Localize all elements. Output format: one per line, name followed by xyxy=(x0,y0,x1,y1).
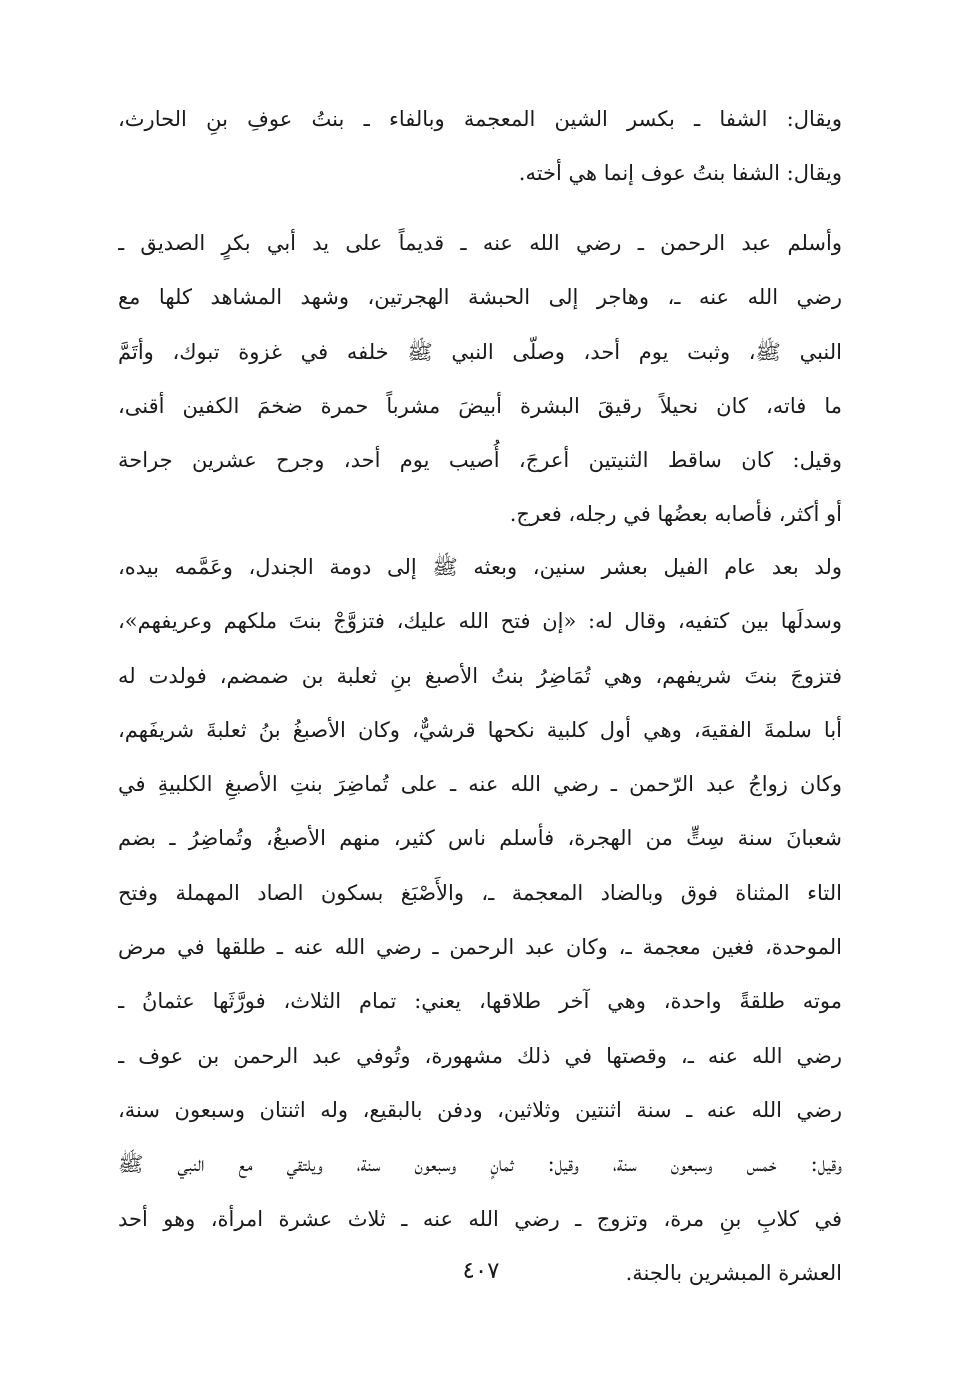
text-line: ويقال: الشفا ـ بكسر الشين المعجمة وبالفاء ـ بنتُ عوفِ بنِ الحارث، xyxy=(118,107,842,131)
paragraph-2 xyxy=(118,216,842,542)
text-line: العشرة المبشرين بالجنة. xyxy=(625,1260,842,1285)
text-line: وقيل: خمس وسبعون سنة، وقيل: ثمانٍ وسبعون سنة، ويلتقي مع النبي ﷺ xyxy=(118,1152,842,1177)
text-line: التاء المثناة فوق وبالضاد المعجمة ـ، والأَصْبَغ بسكون الصاد المهملة وفتح xyxy=(118,880,842,905)
text-line: أو أكثر، فأصابه بعضُها في رجله، فعرج. xyxy=(509,502,842,527)
text-line: ولد بعد عام الفيل بعشر سنين، وبعثه ﷺ إلى دومة الجندل، وعَمَّمه بيده، xyxy=(118,555,842,579)
text-line: وكان زواجُ عبد الرّحمن ـ رضي الله عنه ـ على تُماضِرَ بنتِ الأصبغِ الكلبيةِ في xyxy=(118,772,842,797)
text-line: وسدلَها بين كتفيه، وقال له: «إن فتح الله عليك، فتزوَّجْ بنتَ ملكهم وعريفهم»، xyxy=(118,609,842,634)
text-line: الموحدة، فغين معجمة ـ، وكان عبد الرحمن ـ رضي الله عنه ـ طلقها في مرض xyxy=(118,935,842,960)
paragraph-3 xyxy=(118,540,842,1300)
text-line: موته طلقةً واحدة، وهي آخر طلاقها، يعني: تمام الثلاث، فورَّثَها عثمانُ ـ xyxy=(118,989,842,1014)
text-line: ما فاته، كان نحيلاً رقيقَ البشرة أبيضَ مشرباً حمرة ضخمَ الكفين أقنى، xyxy=(118,393,842,418)
text-line: ويقال: الشفا بنتُ عوف إنما هي أخته. xyxy=(518,161,842,186)
text-line: النبي ﷺ، وثبت يوم أحد، وصلّى النبي ﷺ خلفه في غزوة تبوك، وأتَمَّ xyxy=(118,339,842,364)
text-line: رضي الله عنه ـ سنة اثنتين وثلاثين، ودفن بالبقيع، وله اثنتان وسبعون سنة، xyxy=(118,1097,842,1122)
text-line: أبا سلمةَ الفقيهَ، وهي أول كلبية نكحها قرشيٌّ، وكان الأصبغُ بنُ ثعلبةَ شريفَهم، xyxy=(118,717,842,742)
page-number: ٤٠٧ xyxy=(462,1258,500,1284)
text-line: شعبانَ سنة سِتٍّ من الهجرة، فأسلم ناس كثير، منهم الأصبغُ، وتُماضِرُ ـ بضم xyxy=(118,826,842,851)
paragraph-1 xyxy=(118,92,842,201)
text-line: وأسلم عبد الرحمن ـ رضي الله عنه ـ قديماً على يد أبي بكرٍ الصديق ـ xyxy=(118,231,842,255)
text-line: رضي الله عنه ـ، وهاجر إلى الحبشة الهجرتين، وشهد المشاهد كلها مع xyxy=(118,285,842,310)
text-line: فتزوجَ بنتَ شريفهم، وهي تُمَاضِرُ بنتُ الأصبغ بنِ ثعلبة بن ضمضم، فولدت له xyxy=(118,663,842,688)
text-line: وقيل: كان ساقط الثنيتين أعرجَ، أُصيب يوم أحد، وجرح عشرين جراحة xyxy=(118,448,842,473)
text-line: رضي الله عنه ـ، وقصتها في ذلك مشهورة، وتُوفي عبد الرحمن بن عوف ـ xyxy=(118,1043,842,1068)
text-line: في كلابِ بنِ مرة، وتزوج ـ رضي الله عنه ـ ثلاث عشرة امرأة، وهو أحد xyxy=(118,1206,842,1231)
